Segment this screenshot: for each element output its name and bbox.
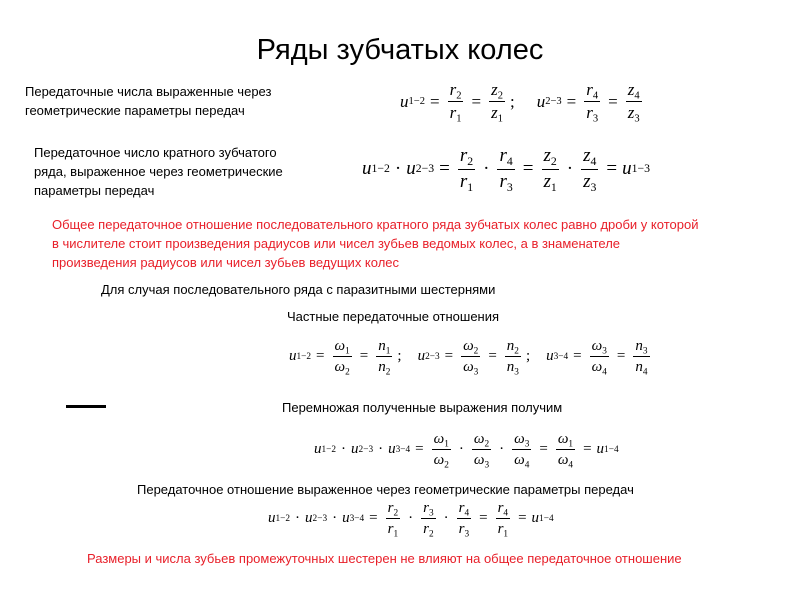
- formula-u13-product: u 1−2 · u 2−3 = $\frac{r_2}{r_1}$ · $\frac{r_4}{r_3}$ = $\frac{z_2}{z_1}$ · $\frac{z_4}{z_3}$ = u 1−3: [362, 145, 651, 194]
- text-multiply: Перемножая полученные выражения получим: [282, 400, 563, 415]
- formula-u12-u23-geometric: u 1−2 = $\frac{r_2}{r_1}$ = $\frac{z_2}{z_1}$ ; u 2−3 = $\frac{r_4}{r_3}$ = $\frac{z_4}{z_3}$: [400, 80, 640, 126]
- text-ratio-geometric: Передаточные числа выраженные через геометрические параметры передач: [25, 84, 272, 118]
- text-multiple-ratio: Передаточное число кратного зубчатого ряда, выраженное через геометрические параметры передач: [34, 145, 283, 198]
- text-idler-case: Для случая последовательного ряда с паразитными шестернями: [101, 282, 496, 297]
- red-note-total-ratio: Общее передаточное отношение последовательного кратного ряда зубчатых колес равно дроби у которой в числителе стоит произведения радиусов или чисел зубьев ведомых колес, а в знаменателе произведения радиусов или чисел зубьев ведущих колес: [52, 217, 699, 270]
- text-geometric-ratio: Передаточное отношение выраженное через геометрические параметры передач: [137, 482, 634, 497]
- formula-u14-omega: u 1−2 · u 2−3 · u 3−4 = $\frac{\omega_1}{\omega_2}$ · $\frac{\omega_2}{\omega_3}$ · $\frac{\omega_3}{\omega_4}$ = $\frac{\omega_1}{\omega_4}$ = u 1−4: [314, 431, 619, 471]
- formula-partial-ratios: u 1−2 = $\frac{\omega_1}{\omega_2}$ = $\frac{n_1}{n_2}$ ; u 2−3 = $\frac{\omega_2}{\omega_3}$ = $\frac{n_2}{n_3}$ ; u 3−4 = $\frac{\omega_3}{\omega_4}$ = $\frac{n_3}{n_4}$: [289, 338, 648, 378]
- dash-mark: [66, 405, 106, 408]
- formula-u14-radii: u 1−2 · u 2−3 · u 3−4 = $\frac{r_2}{r_1}$ · $\frac{r_3}{r_2}$ · $\frac{r_4}{r_3}$ = $\frac{r_4}{r_1}$ = u 1−4: [268, 500, 554, 540]
- text-partial-ratios: Частные передаточные отношения: [287, 309, 500, 324]
- page-title: Ряды зубчатых колес: [256, 34, 544, 66]
- red-note-idlers: Размеры и числа зубьев промежуточных шестерен не влияют на общее передаточное отношение: [87, 551, 682, 566]
